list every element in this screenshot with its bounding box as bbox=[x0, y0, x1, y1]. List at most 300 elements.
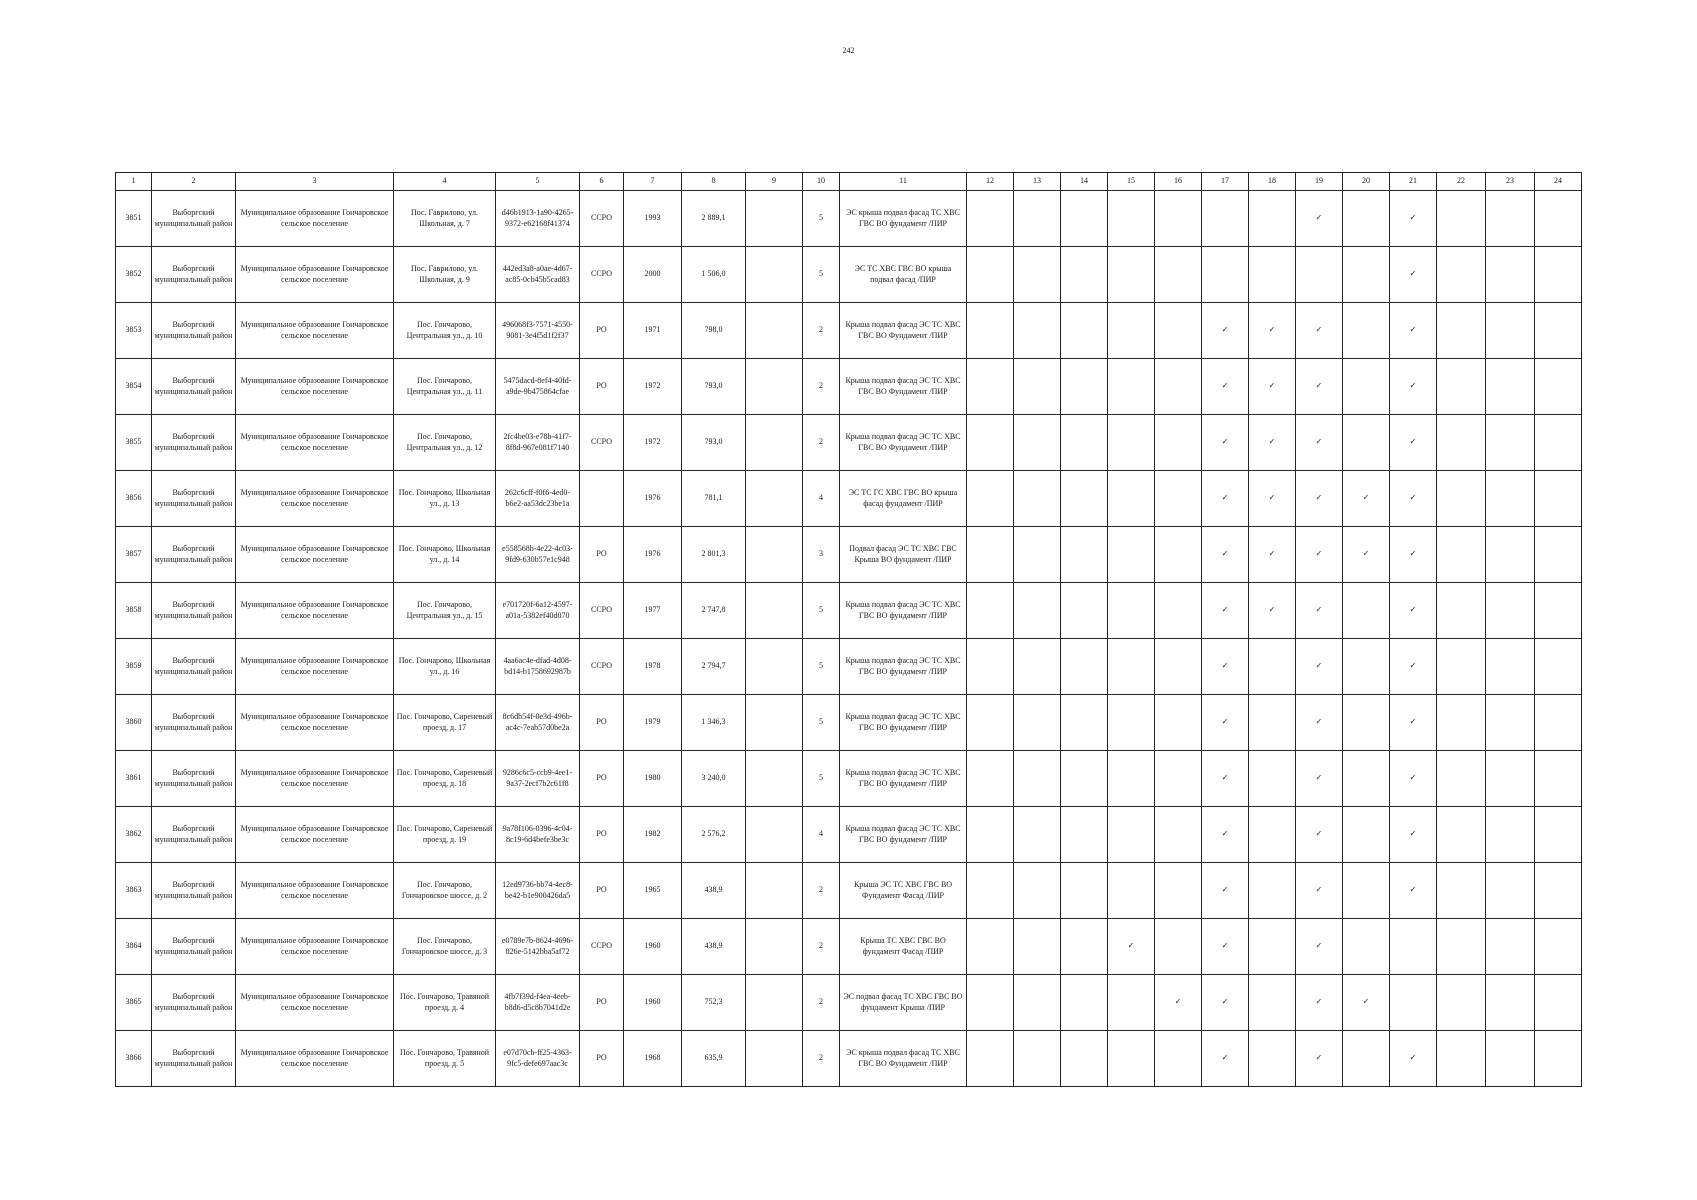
address: Пос. Гончарово, Сиреневый проезд, д. 18 bbox=[394, 751, 496, 807]
area: 793,0 bbox=[682, 359, 746, 415]
building-id: e07d70cb-ff25-4363-9fc5-defe697aac3c bbox=[496, 1031, 580, 1087]
column-header-9: 9 bbox=[746, 173, 803, 191]
check-mark-icon: ✓ bbox=[1390, 583, 1437, 639]
check-mark-icon: ✓ bbox=[1296, 471, 1343, 527]
address: Пос. Гончарово, Гончаровское шоссе, д. 3 bbox=[394, 919, 496, 975]
column-header-5: 5 bbox=[496, 173, 580, 191]
empty-cell bbox=[967, 583, 1014, 639]
empty-cell bbox=[1061, 303, 1108, 359]
area: 793,0 bbox=[682, 415, 746, 471]
empty-cell bbox=[1108, 303, 1155, 359]
empty-cell bbox=[1014, 247, 1061, 303]
empty-cell bbox=[1155, 863, 1202, 919]
empty-cell bbox=[1155, 695, 1202, 751]
address: Пос. Гончарово, Школьная ул., д. 13 bbox=[394, 471, 496, 527]
check-mark-icon: ✓ bbox=[1155, 975, 1202, 1031]
empty-cell bbox=[1014, 919, 1061, 975]
municipality: Муниципальное образование Гончаровское сельское поселение bbox=[236, 863, 394, 919]
floors: 5 bbox=[803, 639, 840, 695]
area: 2 747,8 bbox=[682, 583, 746, 639]
empty-cell bbox=[1535, 863, 1582, 919]
empty-cell bbox=[1437, 191, 1486, 247]
empty-cell bbox=[1535, 807, 1582, 863]
year-built: 1993 bbox=[624, 191, 682, 247]
empty-cell bbox=[1486, 471, 1535, 527]
check-mark-icon: ✓ bbox=[1390, 695, 1437, 751]
check-mark-icon: ✓ bbox=[1296, 807, 1343, 863]
check-mark-icon: ✓ bbox=[1249, 415, 1296, 471]
empty-cell bbox=[1014, 471, 1061, 527]
area: 3 240,0 bbox=[682, 751, 746, 807]
row-number: 3866 bbox=[116, 1031, 152, 1087]
table-row bbox=[116, 639, 1582, 695]
empty-cell bbox=[967, 751, 1014, 807]
empty-cell bbox=[1390, 975, 1437, 1031]
empty-cell bbox=[1343, 751, 1390, 807]
empty-cell bbox=[1343, 415, 1390, 471]
empty-cell bbox=[1535, 415, 1582, 471]
year-built: 1965 bbox=[624, 863, 682, 919]
empty-cell bbox=[1061, 975, 1108, 1031]
empty-cell bbox=[1486, 975, 1535, 1031]
column-header-24: 24 bbox=[1535, 173, 1582, 191]
building-id: d46b1913-1a90-4265-9372-e62168f41374 bbox=[496, 191, 580, 247]
column-header-4: 4 bbox=[394, 173, 496, 191]
year-built: 1977 bbox=[624, 583, 682, 639]
empty-cell bbox=[1014, 583, 1061, 639]
column-header-18: 18 bbox=[1249, 173, 1296, 191]
empty-cell bbox=[1014, 415, 1061, 471]
check-mark-icon: ✓ bbox=[1296, 695, 1343, 751]
check-mark-icon: ✓ bbox=[1202, 527, 1249, 583]
check-mark-icon: ✓ bbox=[1202, 695, 1249, 751]
table-row bbox=[116, 919, 1582, 975]
area: 635,9 bbox=[682, 1031, 746, 1087]
empty-cell bbox=[1535, 639, 1582, 695]
district: Выборгский муниципальный район bbox=[152, 191, 236, 247]
floors: 2 bbox=[803, 415, 840, 471]
check-mark-icon: ✓ bbox=[1249, 303, 1296, 359]
table-row bbox=[116, 303, 1582, 359]
row-number: 3864 bbox=[116, 919, 152, 975]
empty-cell bbox=[1249, 247, 1296, 303]
empty-cell bbox=[967, 1031, 1014, 1087]
empty-cell bbox=[1486, 1031, 1535, 1087]
empty-cell bbox=[1249, 863, 1296, 919]
check-mark-icon: ✓ bbox=[1202, 583, 1249, 639]
empty-cell bbox=[1108, 583, 1155, 639]
works-list: Крыша подвал фасад ЭС ТС ХВС ГВС ВО фундамент /ПИР bbox=[840, 583, 967, 639]
empty-cell bbox=[1535, 247, 1582, 303]
empty-cell bbox=[967, 639, 1014, 695]
row-number: 3858 bbox=[116, 583, 152, 639]
col-9 bbox=[746, 415, 803, 471]
works-list: Крыша подвал фасад ЭС ТС ХВС ГВС ВО фундамент /ПИР bbox=[840, 639, 967, 695]
check-mark-icon: ✓ bbox=[1249, 359, 1296, 415]
col-9 bbox=[746, 751, 803, 807]
empty-cell bbox=[1061, 415, 1108, 471]
address: Пос. Гончарово, Центральная ул., д. 15 bbox=[394, 583, 496, 639]
check-mark-icon: ✓ bbox=[1296, 639, 1343, 695]
empty-cell bbox=[967, 247, 1014, 303]
building-id: 4fb7f39d-f4ea-4eeb-b8d6-d5c8b7041d2e bbox=[496, 975, 580, 1031]
empty-cell bbox=[1249, 919, 1296, 975]
district: Выборгский муниципальный район bbox=[152, 303, 236, 359]
empty-cell bbox=[1061, 191, 1108, 247]
empty-cell bbox=[1014, 359, 1061, 415]
area: 438,9 bbox=[682, 863, 746, 919]
category: ССРО bbox=[580, 639, 624, 695]
empty-cell bbox=[967, 303, 1014, 359]
row-number: 3854 bbox=[116, 359, 152, 415]
empty-cell bbox=[967, 527, 1014, 583]
empty-cell bbox=[1486, 415, 1535, 471]
header-row bbox=[116, 173, 1582, 191]
col-9 bbox=[746, 583, 803, 639]
check-mark-icon: ✓ bbox=[1296, 583, 1343, 639]
empty-cell bbox=[1535, 919, 1582, 975]
empty-cell bbox=[1535, 751, 1582, 807]
empty-cell bbox=[1014, 303, 1061, 359]
empty-cell bbox=[1535, 303, 1582, 359]
empty-cell bbox=[1108, 975, 1155, 1031]
row-number: 3851 bbox=[116, 191, 152, 247]
column-header-22: 22 bbox=[1437, 173, 1486, 191]
year-built: 2000 bbox=[624, 247, 682, 303]
floors: 2 bbox=[803, 863, 840, 919]
municipality: Муниципальное образование Гончаровское сельское поселение bbox=[236, 695, 394, 751]
empty-cell bbox=[1249, 639, 1296, 695]
empty-cell bbox=[1437, 359, 1486, 415]
row-number: 3860 bbox=[116, 695, 152, 751]
year-built: 1972 bbox=[624, 415, 682, 471]
col-9 bbox=[746, 527, 803, 583]
floors: 2 bbox=[803, 919, 840, 975]
floors: 2 bbox=[803, 359, 840, 415]
check-mark-icon: ✓ bbox=[1296, 527, 1343, 583]
district: Выборгский муниципальный район bbox=[152, 247, 236, 303]
district: Выборгский муниципальный район bbox=[152, 919, 236, 975]
year-built: 1976 bbox=[624, 471, 682, 527]
district: Выборгский муниципальный район bbox=[152, 527, 236, 583]
row-number: 3856 bbox=[116, 471, 152, 527]
municipality: Муниципальное образование Гончаровское сельское поселение bbox=[236, 527, 394, 583]
check-mark-icon: ✓ bbox=[1296, 919, 1343, 975]
column-header-8: 8 bbox=[682, 173, 746, 191]
address: Пос. Гаврилово, ул. Школьная, д. 9 bbox=[394, 247, 496, 303]
empty-cell bbox=[1486, 863, 1535, 919]
empty-cell bbox=[1486, 751, 1535, 807]
empty-cell bbox=[967, 863, 1014, 919]
category: РО bbox=[580, 527, 624, 583]
empty-cell bbox=[1108, 415, 1155, 471]
year-built: 1960 bbox=[624, 919, 682, 975]
address: Пос. Гаврилово, ул. Школьная, д. 7 bbox=[394, 191, 496, 247]
empty-cell bbox=[967, 975, 1014, 1031]
address: Пос. Гончарово, Центральная ул., д. 10 bbox=[394, 303, 496, 359]
floors: 4 bbox=[803, 471, 840, 527]
area: 781,1 bbox=[682, 471, 746, 527]
building-id: 442ed3a8-a0ae-4d67-ac85-0cb45b5cad83 bbox=[496, 247, 580, 303]
check-mark-icon: ✓ bbox=[1249, 527, 1296, 583]
empty-cell bbox=[1061, 807, 1108, 863]
building-id: e558568b-4e22-4c03-9fd9-630b57e1c948 bbox=[496, 527, 580, 583]
col-9 bbox=[746, 863, 803, 919]
empty-cell bbox=[1343, 247, 1390, 303]
works-list: ЭС подвал фасад ТС ХВС ГВС ВО фундамент Крыша /ПИР bbox=[840, 975, 967, 1031]
empty-cell bbox=[1061, 1031, 1108, 1087]
column-header-23: 23 bbox=[1486, 173, 1535, 191]
col-9 bbox=[746, 807, 803, 863]
empty-cell bbox=[967, 695, 1014, 751]
check-mark-icon: ✓ bbox=[1202, 639, 1249, 695]
works-list: ЭС ТС ХВС ГВС ВО крыша подвал фасад /ПИР bbox=[840, 247, 967, 303]
check-mark-icon: ✓ bbox=[1202, 415, 1249, 471]
table-row bbox=[116, 1031, 1582, 1087]
area: 752,3 bbox=[682, 975, 746, 1031]
empty-cell bbox=[1249, 807, 1296, 863]
empty-cell bbox=[1155, 751, 1202, 807]
empty-cell bbox=[967, 807, 1014, 863]
category: ССРО bbox=[580, 919, 624, 975]
address: Пос. Гончарово, Травяной проезд, д. 4 bbox=[394, 975, 496, 1031]
row-number: 3852 bbox=[116, 247, 152, 303]
municipality: Муниципальное образование Гончаровское сельское поселение bbox=[236, 639, 394, 695]
check-mark-icon: ✓ bbox=[1390, 415, 1437, 471]
check-mark-icon: ✓ bbox=[1202, 863, 1249, 919]
floors: 4 bbox=[803, 807, 840, 863]
empty-cell bbox=[1486, 191, 1535, 247]
empty-cell bbox=[1155, 471, 1202, 527]
empty-cell bbox=[1437, 975, 1486, 1031]
empty-cell bbox=[1249, 751, 1296, 807]
municipality: Муниципальное образование Гончаровское сельское поселение bbox=[236, 583, 394, 639]
row-number: 3863 bbox=[116, 863, 152, 919]
building-id: 8c6db54f-0e3d-496b-ac4c-7eab57d0be2a bbox=[496, 695, 580, 751]
empty-cell bbox=[1343, 807, 1390, 863]
building-id: 5475dacd-8ef4-40fd-a9de-9b475864cfae bbox=[496, 359, 580, 415]
column-header-11: 11 bbox=[840, 173, 967, 191]
works-list: ЭС ТС ГС ХВС ГВС ВО крыша фасад фундамент /ПИР bbox=[840, 471, 967, 527]
check-mark-icon: ✓ bbox=[1202, 919, 1249, 975]
empty-cell bbox=[1061, 527, 1108, 583]
check-mark-icon: ✓ bbox=[1249, 471, 1296, 527]
col-9 bbox=[746, 1031, 803, 1087]
check-mark-icon: ✓ bbox=[1390, 639, 1437, 695]
table-row bbox=[116, 975, 1582, 1031]
empty-cell bbox=[1486, 639, 1535, 695]
check-mark-icon: ✓ bbox=[1343, 527, 1390, 583]
check-mark-icon: ✓ bbox=[1390, 471, 1437, 527]
empty-cell bbox=[1486, 695, 1535, 751]
empty-cell bbox=[1108, 1031, 1155, 1087]
municipality: Муниципальное образование Гончаровское сельское поселение bbox=[236, 359, 394, 415]
works-list: Подвал фасад ЭС ТС ХВС ГВС Крыша ВО фундамент /ПИР bbox=[840, 527, 967, 583]
empty-cell bbox=[1061, 471, 1108, 527]
empty-cell bbox=[1014, 695, 1061, 751]
empty-cell bbox=[1535, 583, 1582, 639]
empty-cell bbox=[1061, 919, 1108, 975]
empty-cell bbox=[1437, 303, 1486, 359]
district: Выборгский муниципальный район bbox=[152, 751, 236, 807]
empty-cell bbox=[1014, 1031, 1061, 1087]
year-built: 1979 bbox=[624, 695, 682, 751]
check-mark-icon: ✓ bbox=[1108, 919, 1155, 975]
empty-cell bbox=[1437, 247, 1486, 303]
row-number: 3855 bbox=[116, 415, 152, 471]
year-built: 1972 bbox=[624, 359, 682, 415]
empty-cell bbox=[1155, 303, 1202, 359]
building-id: e701720f-6a12-4597-a01a-5382ef40d070 bbox=[496, 583, 580, 639]
year-built: 1968 bbox=[624, 1031, 682, 1087]
area: 2 889,1 bbox=[682, 191, 746, 247]
address: Пос. Гончарово, Центральная ул., д. 11 bbox=[394, 359, 496, 415]
empty-cell bbox=[1296, 247, 1343, 303]
empty-cell bbox=[967, 471, 1014, 527]
empty-cell bbox=[1155, 527, 1202, 583]
category: ССРО bbox=[580, 583, 624, 639]
area: 438,9 bbox=[682, 919, 746, 975]
column-header-1: 1 bbox=[116, 173, 152, 191]
check-mark-icon: ✓ bbox=[1390, 527, 1437, 583]
column-header-17: 17 bbox=[1202, 173, 1249, 191]
column-header-13: 13 bbox=[1014, 173, 1061, 191]
check-mark-icon: ✓ bbox=[1296, 751, 1343, 807]
empty-cell bbox=[1155, 919, 1202, 975]
floors: 2 bbox=[803, 303, 840, 359]
floors: 5 bbox=[803, 751, 840, 807]
column-header-12: 12 bbox=[967, 173, 1014, 191]
municipality: Муниципальное образование Гончаровское сельское поселение bbox=[236, 247, 394, 303]
building-id: e0789e7b-8624-4696-826e-5142bba5af72 bbox=[496, 919, 580, 975]
column-header-3: 3 bbox=[236, 173, 394, 191]
column-header-6: 6 bbox=[580, 173, 624, 191]
check-mark-icon: ✓ bbox=[1296, 863, 1343, 919]
register-table bbox=[115, 172, 1582, 1087]
page-number: 242 bbox=[842, 46, 855, 55]
empty-cell bbox=[1343, 919, 1390, 975]
col-9 bbox=[746, 191, 803, 247]
empty-cell bbox=[1061, 639, 1108, 695]
empty-cell bbox=[1061, 247, 1108, 303]
area: 2 794,7 bbox=[682, 639, 746, 695]
building-id: 262c6cff-f0f6-4ed0-b6e2-aa53dc23be1a bbox=[496, 471, 580, 527]
check-mark-icon: ✓ bbox=[1390, 1031, 1437, 1087]
building-id: 496068f3-7571-4550-9081-3e4f5d1f2f37 bbox=[496, 303, 580, 359]
table-row bbox=[116, 751, 1582, 807]
year-built: 1980 bbox=[624, 751, 682, 807]
empty-cell bbox=[1108, 359, 1155, 415]
category: РО bbox=[580, 695, 624, 751]
table-body bbox=[116, 191, 1582, 1087]
empty-cell bbox=[1535, 695, 1582, 751]
column-header-19: 19 bbox=[1296, 173, 1343, 191]
row-number: 3865 bbox=[116, 975, 152, 1031]
empty-cell bbox=[1108, 695, 1155, 751]
empty-cell bbox=[1155, 807, 1202, 863]
address: Пос. Гончарово, Гончаровское шоссе, д. 2 bbox=[394, 863, 496, 919]
district: Выборгский муниципальный район bbox=[152, 583, 236, 639]
year-built: 1960 bbox=[624, 975, 682, 1031]
empty-cell bbox=[1535, 359, 1582, 415]
area: 2 801,3 bbox=[682, 527, 746, 583]
empty-cell bbox=[1343, 359, 1390, 415]
district: Выборгский муниципальный район bbox=[152, 415, 236, 471]
building-id: 4aa6ac4e-dfad-4d08-bd14-b1758692987b bbox=[496, 639, 580, 695]
district: Выборгский муниципальный район bbox=[152, 863, 236, 919]
empty-cell bbox=[1155, 415, 1202, 471]
floors: 5 bbox=[803, 191, 840, 247]
district: Выборгский муниципальный район bbox=[152, 471, 236, 527]
district: Выборгский муниципальный район bbox=[152, 807, 236, 863]
check-mark-icon: ✓ bbox=[1202, 359, 1249, 415]
category: РО bbox=[580, 1031, 624, 1087]
district: Выборгский муниципальный район bbox=[152, 1031, 236, 1087]
empty-cell bbox=[1155, 247, 1202, 303]
table-row bbox=[116, 807, 1582, 863]
category bbox=[580, 471, 624, 527]
empty-cell bbox=[1535, 1031, 1582, 1087]
category: ССРО bbox=[580, 247, 624, 303]
empty-cell bbox=[1061, 695, 1108, 751]
col-9 bbox=[746, 247, 803, 303]
row-number: 3853 bbox=[116, 303, 152, 359]
address: Пос. Гончарово, Центральная ул., д. 12 bbox=[394, 415, 496, 471]
table-row bbox=[116, 583, 1582, 639]
empty-cell bbox=[967, 191, 1014, 247]
empty-cell bbox=[1061, 359, 1108, 415]
empty-cell bbox=[1437, 751, 1486, 807]
check-mark-icon: ✓ bbox=[1390, 807, 1437, 863]
row-number: 3857 bbox=[116, 527, 152, 583]
empty-cell bbox=[1155, 359, 1202, 415]
empty-cell bbox=[1343, 1031, 1390, 1087]
check-mark-icon: ✓ bbox=[1390, 359, 1437, 415]
empty-cell bbox=[1535, 191, 1582, 247]
empty-cell bbox=[1014, 639, 1061, 695]
empty-cell bbox=[1014, 751, 1061, 807]
year-built: 1976 bbox=[624, 527, 682, 583]
empty-cell bbox=[1437, 863, 1486, 919]
empty-cell bbox=[1486, 303, 1535, 359]
check-mark-icon: ✓ bbox=[1390, 863, 1437, 919]
empty-cell bbox=[1155, 583, 1202, 639]
works-list: Крыша ТС ХВС ГВС ВО фундамент Фасад /ПИР bbox=[840, 919, 967, 975]
municipality: Муниципальное образование Гончаровское сельское поселение bbox=[236, 415, 394, 471]
empty-cell bbox=[1249, 1031, 1296, 1087]
empty-cell bbox=[967, 359, 1014, 415]
municipality: Муниципальное образование Гончаровское сельское поселение bbox=[236, 807, 394, 863]
category: ССРО bbox=[580, 415, 624, 471]
category: ССРО bbox=[580, 191, 624, 247]
municipality: Муниципальное образование Гончаровское сельское поселение bbox=[236, 303, 394, 359]
column-header-20: 20 bbox=[1343, 173, 1390, 191]
check-mark-icon: ✓ bbox=[1202, 1031, 1249, 1087]
table-row bbox=[116, 471, 1582, 527]
empty-cell bbox=[1437, 527, 1486, 583]
empty-cell bbox=[1108, 471, 1155, 527]
column-header-15: 15 bbox=[1108, 173, 1155, 191]
check-mark-icon: ✓ bbox=[1390, 191, 1437, 247]
works-list: Крыша подвал фасад ЭС ТС ХВС ГВС ВО Фундамент /ПИР bbox=[840, 415, 967, 471]
floors: 5 bbox=[803, 247, 840, 303]
column-header-10: 10 bbox=[803, 173, 840, 191]
check-mark-icon: ✓ bbox=[1296, 359, 1343, 415]
col-9 bbox=[746, 695, 803, 751]
check-mark-icon: ✓ bbox=[1202, 471, 1249, 527]
check-mark-icon: ✓ bbox=[1390, 751, 1437, 807]
column-header-16: 16 bbox=[1155, 173, 1202, 191]
